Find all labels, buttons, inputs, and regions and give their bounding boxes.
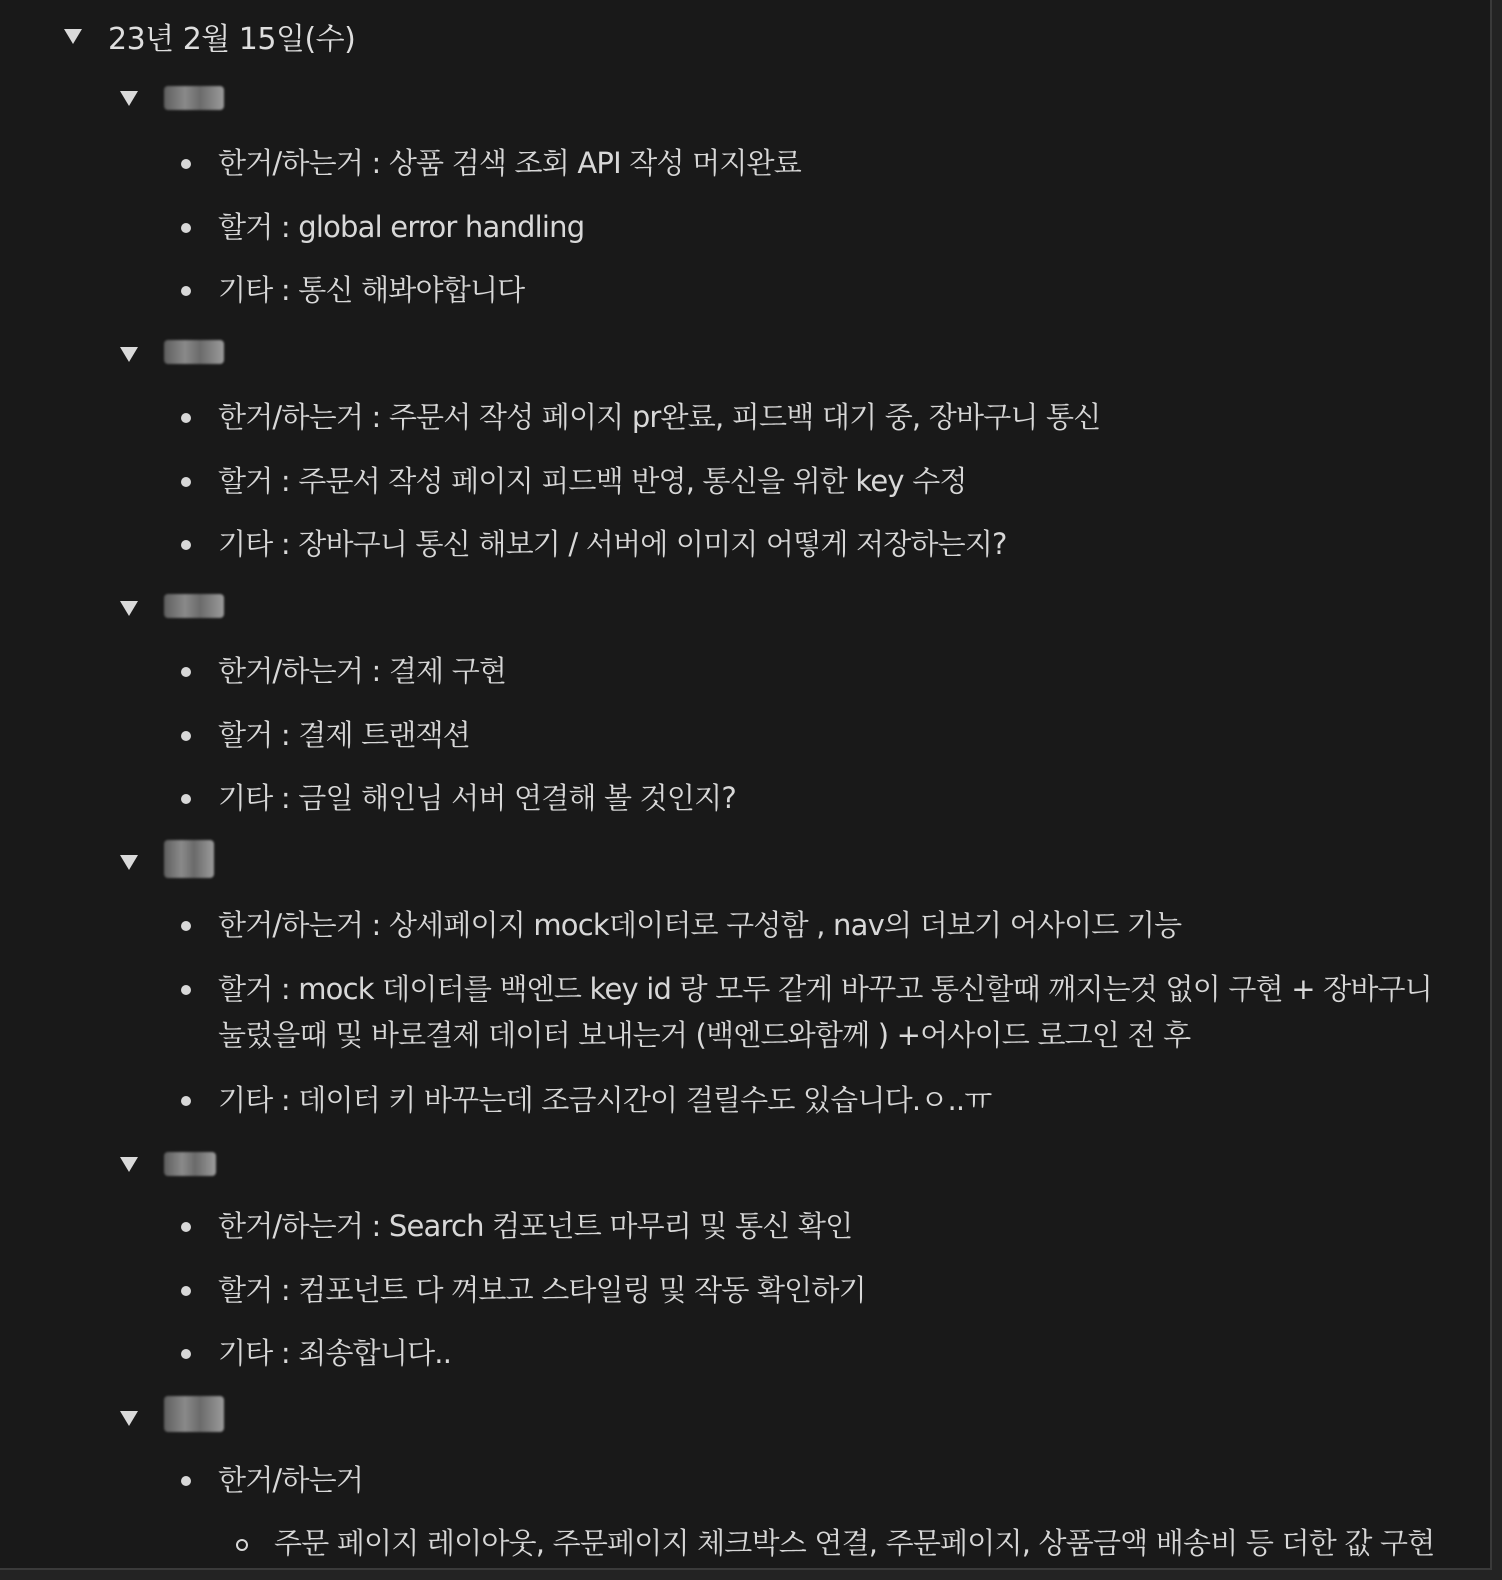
bullet-icon	[181, 667, 191, 677]
bullet-icon	[181, 477, 191, 487]
person-6-done-sub: 주문 페이지 레이아웃, 주문페이지 체크박스 연결, 주문페이지, 상품금액 배송비 등 더한 값 구현	[274, 1526, 1435, 1560]
person-3-done: 한거/하는거 : 결제 구현	[218, 654, 507, 688]
person-3-toggle-icon[interactable]	[120, 601, 138, 616]
person-1-toggle-icon[interactable]	[120, 91, 138, 106]
person-2-etc: 기타 : 장바구니 통신 해보기 / 서버에 이미지 어떻게 저장하는지?	[218, 527, 1007, 561]
bullet-icon	[181, 1349, 191, 1359]
person-5-done: 한거/하는거 : Search 컴포넌트 마무리 및 통신 확인	[218, 1209, 853, 1243]
bullet-icon	[181, 1286, 191, 1296]
person-3-name-redacted	[164, 594, 224, 618]
person-1-name-redacted	[164, 86, 224, 110]
person-6-name-redacted	[164, 1396, 224, 1432]
person-2-done: 한거/하는거 : 주문서 작성 페이지 pr완료, 피드백 대기 중, 장바구니 통신	[218, 400, 1101, 434]
person-2-toggle-icon[interactable]	[120, 347, 138, 362]
person-2-todo: 할거 : 주문서 작성 페이지 피드백 반영, 통신을 위한 key 수정	[218, 464, 967, 498]
person-6-toggle-icon[interactable]	[120, 1411, 138, 1426]
person-1-etc: 기타 : 통신 해봐야합니다	[218, 273, 525, 307]
person-5-todo: 할거 : 컴포넌트 다 껴보고 스타일링 및 작동 확인하기	[218, 1273, 866, 1307]
person-4-etc: 기타 : 데이터 키 바꾸는데 조금시간이 걸릴수도 있습니다.ㅇ..ㅠ	[218, 1083, 992, 1117]
bullet-icon	[181, 1476, 191, 1486]
person-4-name-redacted	[164, 840, 214, 878]
date-toggle-icon[interactable]	[64, 29, 82, 44]
person-1-done: 한거/하는거 : 상품 검색 조회 API 작성 머지완료	[218, 146, 801, 180]
person-1-todo: 할거 : global error handling	[218, 210, 585, 244]
sub-bullet-icon	[236, 1539, 248, 1551]
person-3-todo: 할거 : 결제 트랜잭션	[218, 718, 470, 752]
bullet-icon	[181, 413, 191, 423]
person-5-name-redacted	[164, 1152, 216, 1176]
bullet-icon	[181, 985, 191, 995]
bullet-icon	[181, 286, 191, 296]
person-2-name-redacted	[164, 340, 224, 364]
bullet-icon	[181, 794, 191, 804]
person-4-done: 한거/하는거 : 상세페이지 mock데이터로 구성함 , nav의 더보기 어사이드 기능	[218, 908, 1182, 942]
bullet-icon	[181, 223, 191, 233]
person-5-toggle-icon[interactable]	[120, 1157, 138, 1172]
date-heading[interactable]: 23년 2월 15일(수)	[108, 22, 356, 57]
person-4-toggle-icon[interactable]	[120, 855, 138, 870]
person-6-done: 한거/하는거	[218, 1463, 364, 1497]
bullet-icon	[181, 731, 191, 741]
bullet-icon	[181, 540, 191, 550]
bullet-icon	[181, 1222, 191, 1232]
person-3-etc: 기타 : 금일 해인님 서버 연결해 볼 것인지?	[218, 781, 736, 815]
bullet-icon	[181, 921, 191, 931]
bullet-icon	[181, 1096, 191, 1106]
person-4-todo: 할거 : mock 데이터를 백엔드 key id 랑 모두 같게 바꾸고 통신할때 깨지는것 없이 구현 + 장바구니 눌렀을때 및 바로결제 데이터 보내는거 (백엔드와함께 ) +어사이드 로그인 전 후	[218, 972, 1432, 1052]
person-5-etc: 기타 : 죄송합니다..	[218, 1336, 452, 1370]
bullet-icon	[181, 159, 191, 169]
